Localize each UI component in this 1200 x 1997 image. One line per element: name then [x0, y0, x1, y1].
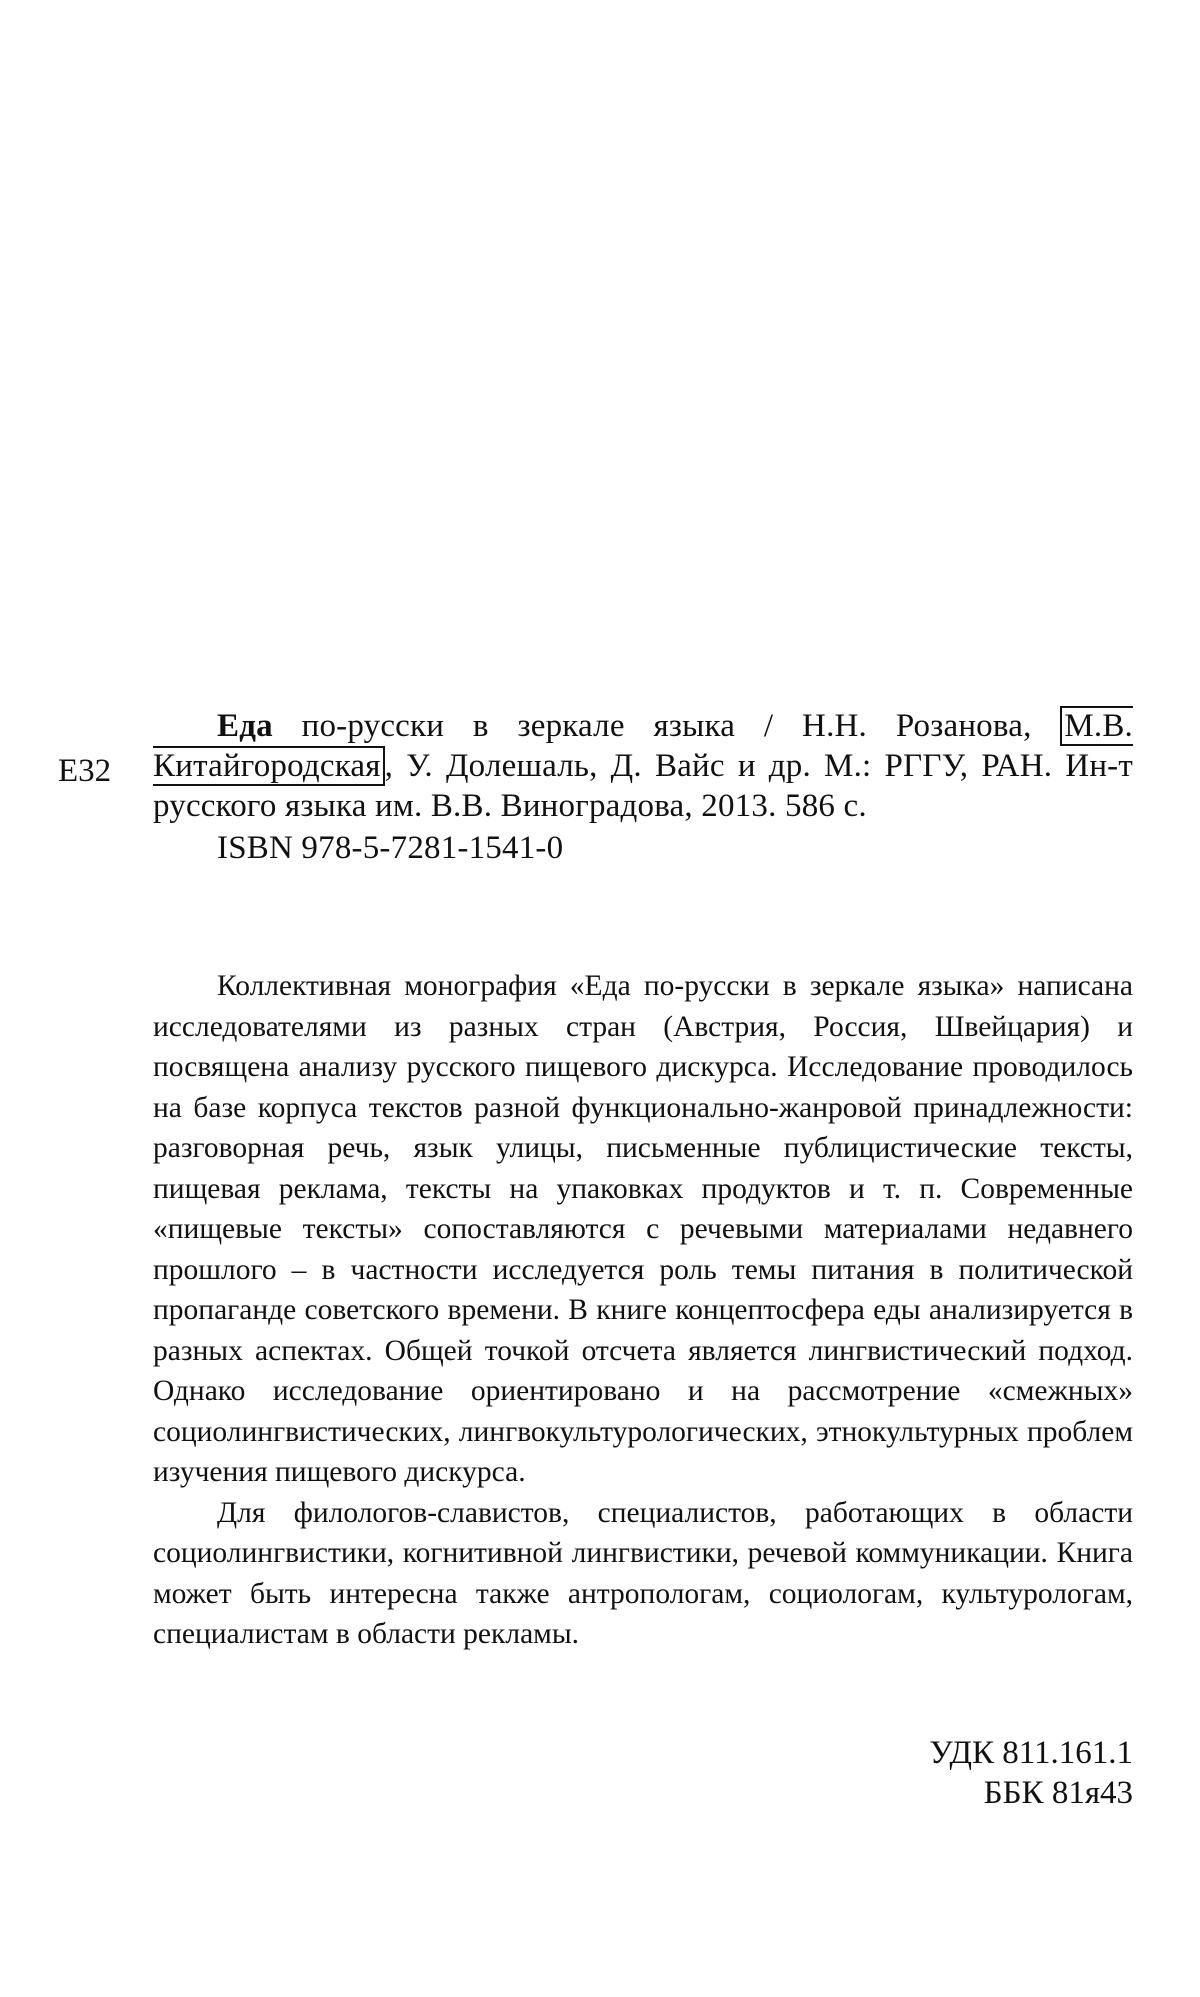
bibliographic-record	[153, 706, 1133, 868]
udk-code: УДК 811.161.1	[929, 1735, 1133, 1771]
highlighted-author: М.В. Китайгородская	[153, 708, 1133, 784]
bibliographic-description	[153, 706, 1133, 826]
classification-codes	[929, 1733, 1133, 1813]
annotation-paragraph: Коллективная монография «Еда по-русски в зеркале языка» написана исследователями из разных стран (Австрия, Россия, Швейцария) и посвящена анализу русского пищевого дискурса. Исследование проводилось на базе корпуса текстов разной функционально-жанровой принадлежности: разговорная речь, язык улицы, письменные публицистические тексты, пищевая реклама, тексты на упаковках продуктов и т. п. Современные «пищевые тексты» сопоставляются с речевыми материалами недавнего прошлого – в частности исследуется роль темы питания в политической пропаганде советского времени. В книге концептосфера еды анализируется в разных аспектах. Общей точкой отсчета является лингвистический подход. Однако исследование ориентировано и на рассмотрение «смежных» социолингвистических, лингвокультурологических, этнокультурных проблем изучения пищевого дискурса.	[153, 970, 1133, 1488]
title-rest: по-русски в зеркале языка / Н.Н. Розанова,	[272, 708, 1061, 744]
title-bold: Еда	[217, 708, 273, 744]
annotation	[153, 966, 1133, 1655]
catalog-code: Е32	[58, 753, 112, 789]
annotation-audience-paragraph: Для филологов-славистов, специалистов, работающих в области социолингвистики, когнитивной лингвистики, речевой коммуникации. Книга может быть интересна также антропологам, социологам, культурологам, специалистам в области рекламы.	[153, 1496, 1133, 1650]
bbk-code: ББК 81я43	[983, 1775, 1133, 1811]
publication-details: , У. Долешаль, Д. Вайс и др. М.: РГГУ, РАН. Ин-т русского языка им. В.В. Виноградова, 2013. 586 с.	[153, 748, 1133, 824]
isbn: ISBN 978-5-7281-1541-0	[217, 830, 564, 866]
